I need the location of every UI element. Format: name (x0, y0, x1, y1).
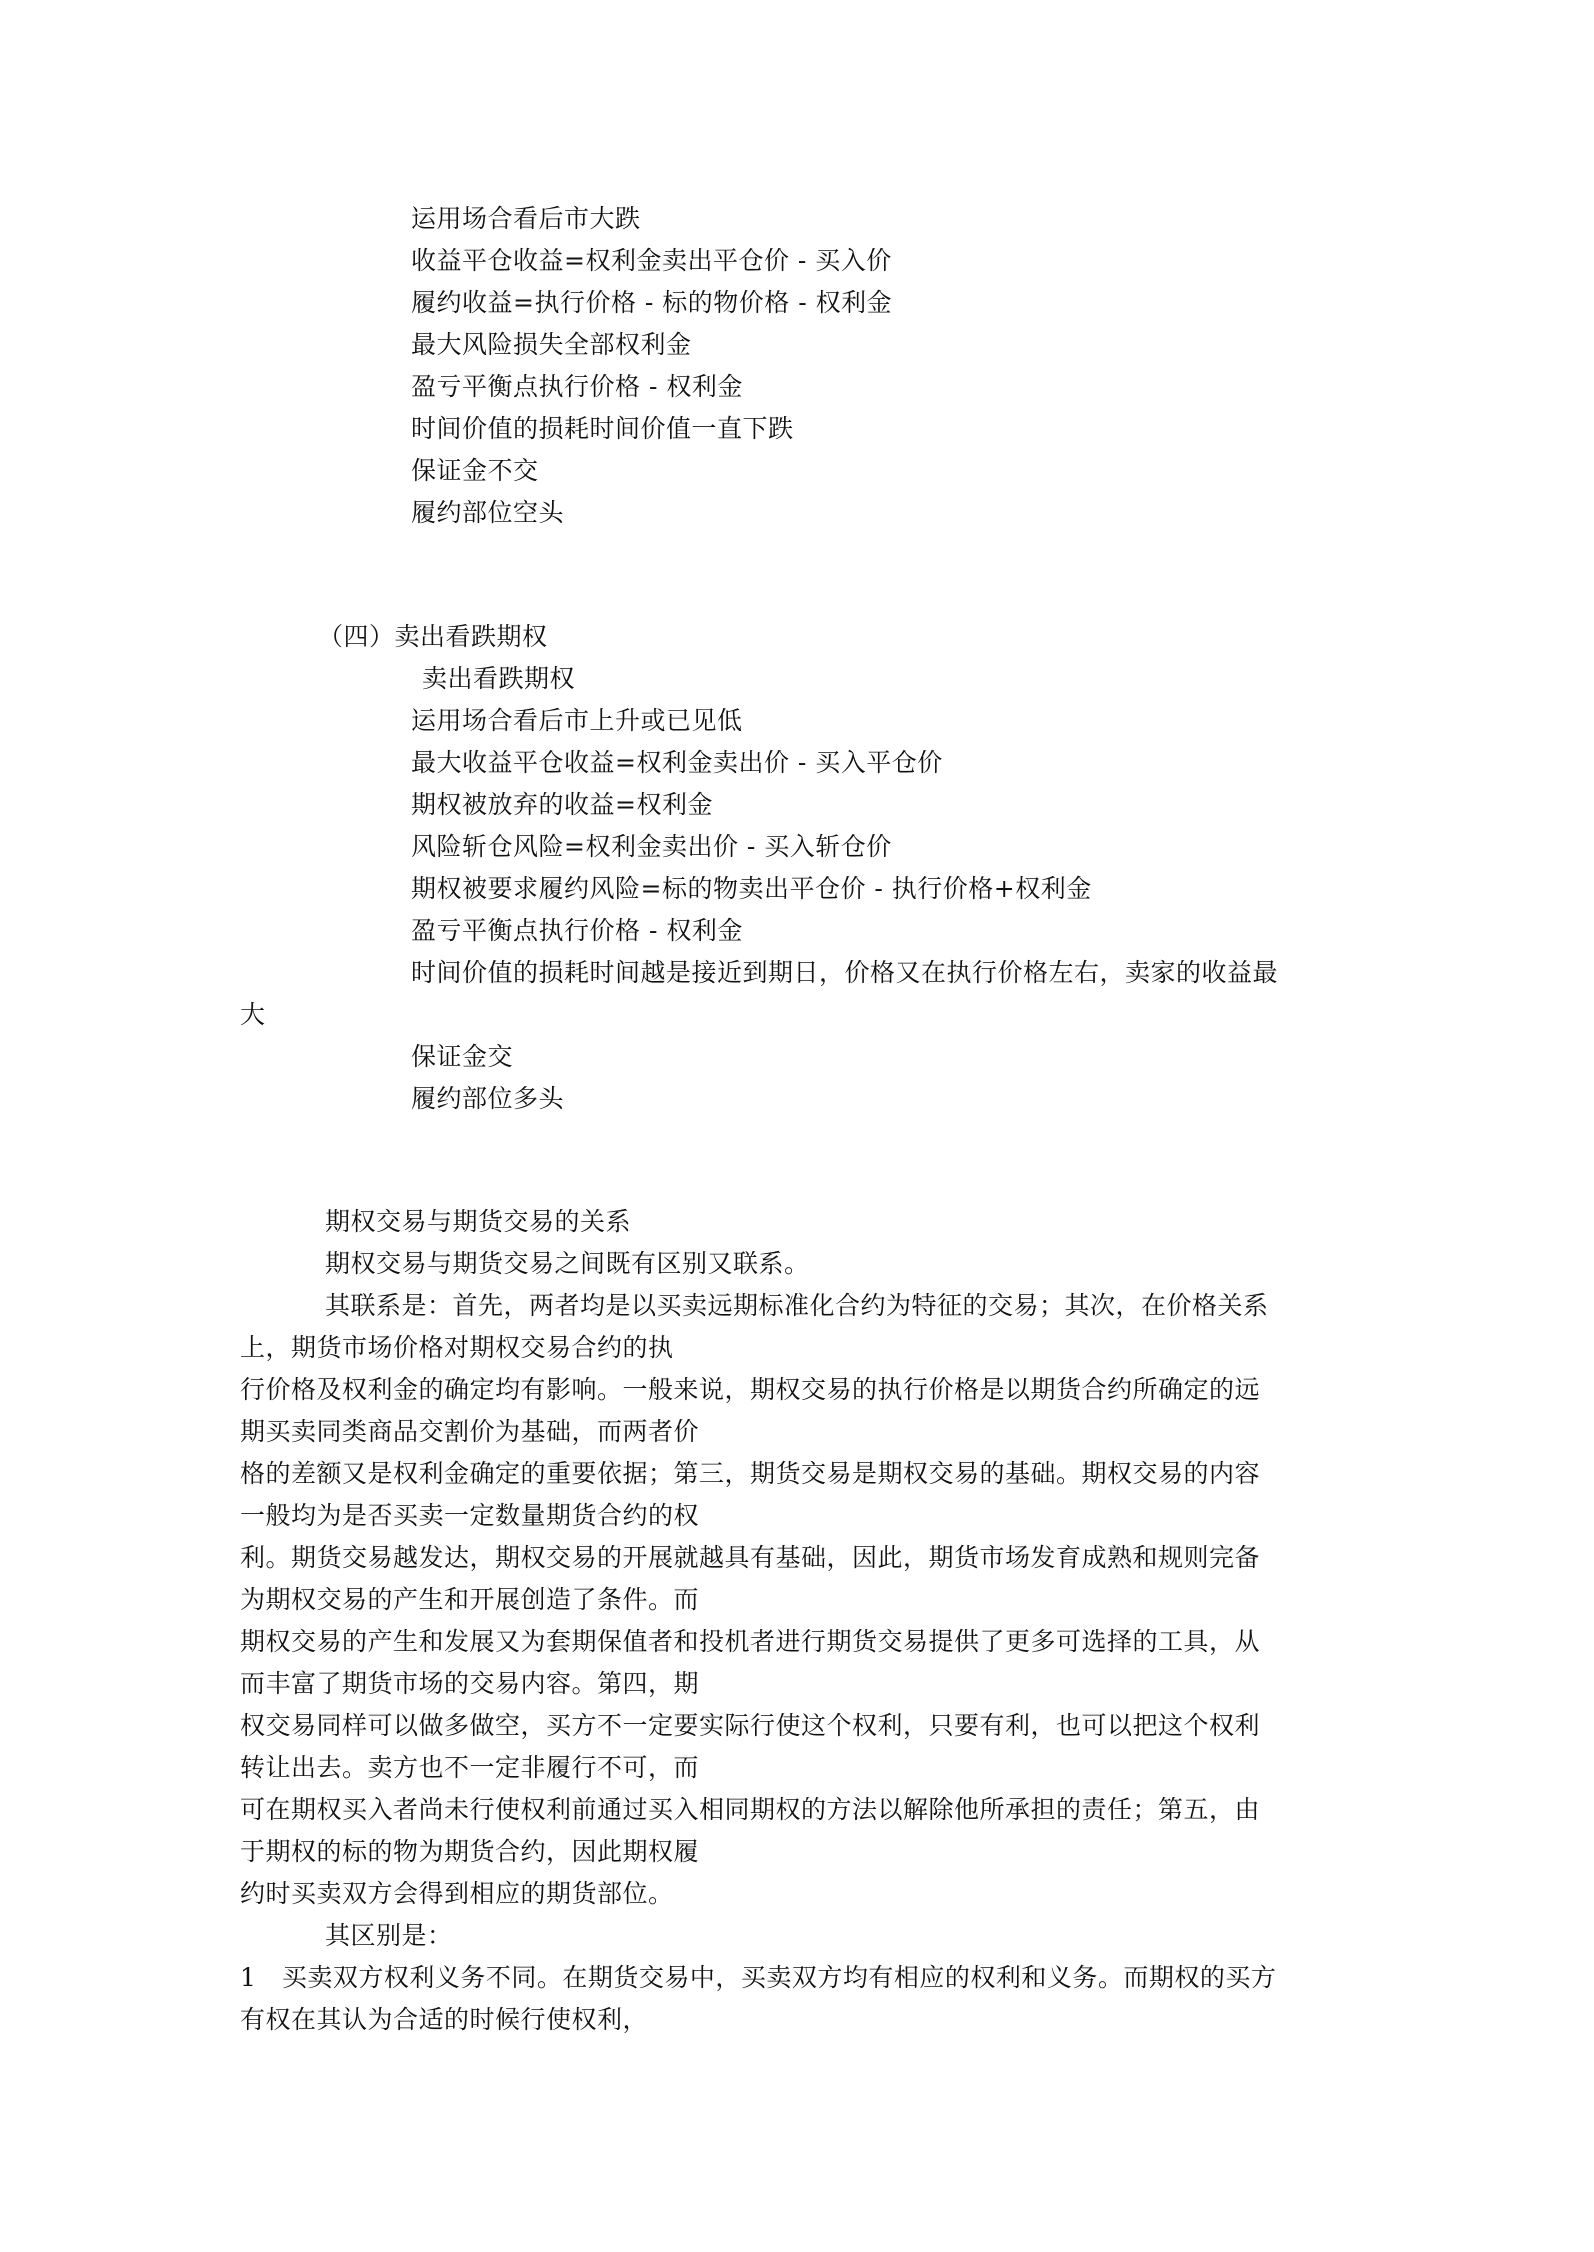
time-value-line: 时间价值的损耗时间越是接近到期日，价格又在执行价格左右，卖家的收益最 (411, 958, 1279, 987)
margin-line: 保证金交 (411, 1042, 514, 1071)
difference-item-1: 1 买卖双方权利义务不同。在期货交易中，买卖双方均有相应的权利和义务。而期权的买方 (240, 1963, 1277, 1992)
position-line: 履约部位多头 (411, 1084, 565, 1113)
time-value-line-continued: 大 (240, 1000, 266, 1029)
abandon-profit-line: 期权被放弃的收益=权利金 (411, 790, 713, 819)
use-case-line: 运用场合看后市上升或已见低 (411, 706, 743, 735)
paragraph-line: 利。期货交易越发达，期权交易的开展就越具有基础，因此，期货市场发育成熟和规则完备 (240, 1543, 1261, 1572)
relation-title: 期权交易与期货交易的关系 (325, 1207, 632, 1236)
paragraph-line: 权交易同样可以做多做空，买方不一定要实际行使这个权利，只要有利，也可以把这个权利 (240, 1711, 1261, 1740)
risk-cut-line: 风险斩仓风险=权利金卖出价 - 买入斩仓价 (411, 832, 892, 861)
breakeven-line: 盈亏平衡点执行价格 - 权利金 (411, 372, 743, 401)
paragraph-line: 上，期货市场价格对期权交易合约的执 (240, 1333, 674, 1362)
paragraph-line: 一般均为是否买卖一定数量期货合约的权 (240, 1501, 700, 1530)
paragraph-line: 格的差额又是权利金确定的重要依据；第三，期货交易是期权交易的基础。期权交易的内容 (240, 1459, 1261, 1488)
section-heading: （四）卖出看跌期权 (318, 622, 548, 651)
position-line: 履约部位空头 (411, 498, 565, 527)
paragraph-line: 为期权交易的产生和开展创造了条件。而 (240, 1585, 700, 1614)
profit-exercise-line: 履约收益=执行价格 - 标的物价格 - 权利金 (411, 288, 893, 317)
max-risk-line: 最大风险损失全部权利金 (411, 330, 692, 359)
difference-title: 其区别是： (325, 1921, 453, 1950)
time-value-line: 时间价值的损耗时间价值一直下跌 (411, 414, 794, 443)
margin-line: 保证金不交 (411, 456, 539, 485)
use-case-line: 运用场合看后市大跌 (411, 204, 641, 233)
paragraph-line: 行价格及权利金的确定均有影响。一般来说，期权交易的执行价格是以期货合约所确定的远 (240, 1375, 1261, 1404)
paragraph-line: 于期权的标的物为期货合约，因此期权履 (240, 1837, 700, 1866)
profit-close-line: 收益平仓收益=权利金卖出平仓价 - 买入价 (411, 246, 892, 275)
paragraph-line: 期买卖同类商品交割价为基础，而两者价 (240, 1417, 700, 1446)
paragraph-line: 可在期权买入者尚未行使权利前通过买入相同期权的方法以解除他所承担的责任；第五，由 (240, 1795, 1261, 1824)
breakeven-line: 盈亏平衡点执行价格 - 权利金 (411, 916, 743, 945)
paragraph-line: 其联系是：首先，两者均是以买卖远期标准化合约为特征的交易；其次，在价格关系 (325, 1291, 1269, 1320)
paragraph-line: 期权交易的产生和发展又为套期保值者和投机者进行期货交易提供了更多可选择的工具，从 (240, 1627, 1261, 1656)
relation-intro: 期权交易与期货交易之间既有区别又联系。 (325, 1249, 810, 1278)
section-subheading: 卖出看跌期权 (422, 664, 576, 693)
paragraph-line: 转让出去。卖方也不一定非履行不可，而 (240, 1753, 700, 1782)
paragraph-line: 约时买卖双方会得到相应的期货部位。 (240, 1879, 674, 1908)
paragraph-line: 而丰富了期货市场的交易内容。第四，期 (240, 1669, 700, 1698)
difference-item-1-continued: 有权在其认为合适的时候行使权利， (240, 2005, 649, 2034)
risk-exercise-line: 期权被要求履约风险=标的物卖出平仓价 - 执行价格+权利金 (411, 874, 1092, 903)
max-profit-line: 最大收益平仓收益=权利金卖出价 - 买入平仓价 (411, 748, 943, 777)
